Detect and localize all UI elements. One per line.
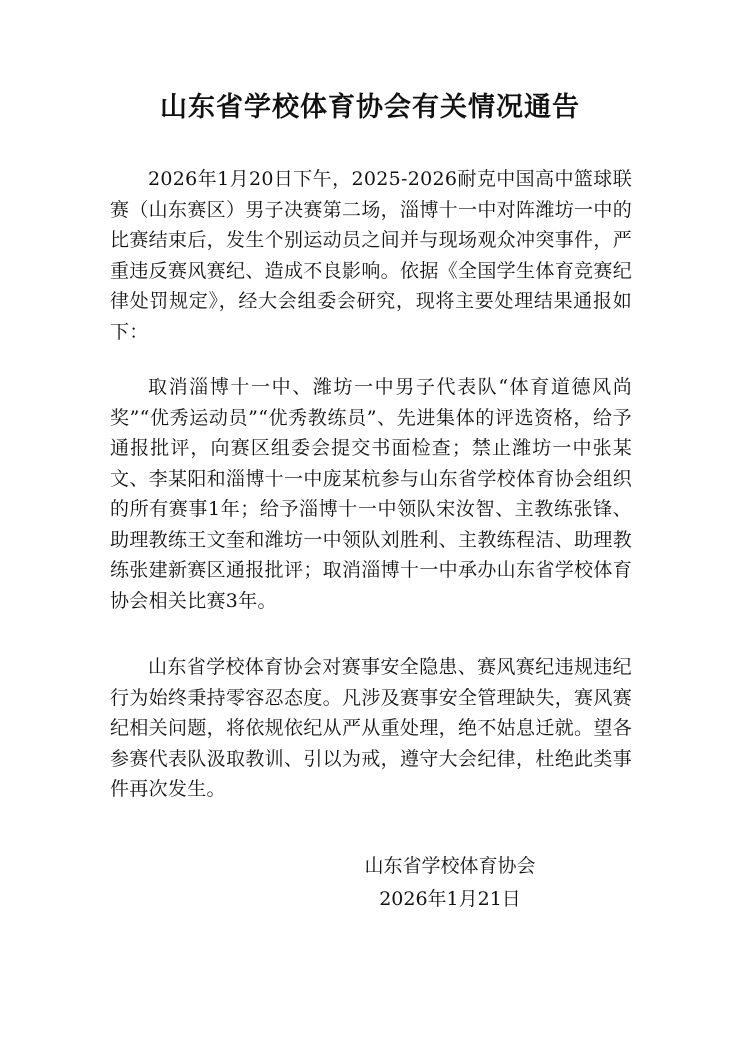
paragraph-text: 取消淄博十一中、潍坊一中男子代表队“体育道德风尚奖”“优秀运动员”“优秀教练员”、先进集体的评选资格，给予通报批评，向赛区组委会提交书面检查；禁止潍坊一中张某文、李某阳和淄博十一中庞某杭参与山东省学校体育协会组织的所有赛事1年；给予淄博十一中领队宋汝智、主教练张锋、助理教练王文奎和潍坊一中领队刘胜利、主教练程洁、助理教练张建新赛区通报批评；取消淄博十一中承办山东省学校体育协会相关比赛3年。 — [110, 376, 632, 612]
signature-date: 2026年1月21日 — [379, 888, 521, 910]
paragraph-incident — [110, 164, 632, 347]
notice-title: 山东省学校体育协会有关情况通告 — [160, 92, 580, 123]
paragraph-text: 2026年1月20日下午，2025-2026耐克中国高中篮球联赛（山东赛区）男子决赛第二场，淄博十一中对阵潍坊一中的比赛结束后，发生个别运动员之间并与现场观众冲突事件，严重违反赛风赛纪、造成不良影响。依据《全国学生体育竞赛纪律处罚规定》，经大会组委会研究，现将主要处理结果通报如下： — [110, 168, 632, 343]
paragraph-statement — [110, 652, 632, 805]
signature-organization: 山东省学校体育协会 — [364, 855, 536, 877]
paragraph-penalties — [110, 372, 632, 616]
paragraph-text: 山东省学校体育协会对赛事安全隐患、赛风赛纪违规违纪行为始终秉持零容忍态度。凡涉及赛事安全管理缺失，赛风赛纪相关问题，将依规依纪从严从重处理，绝不姑息迁就。望各参赛代表队汲取教训、引以为戒，遵守大会纪律，杜绝此类事件再次发生。 — [110, 656, 632, 800]
